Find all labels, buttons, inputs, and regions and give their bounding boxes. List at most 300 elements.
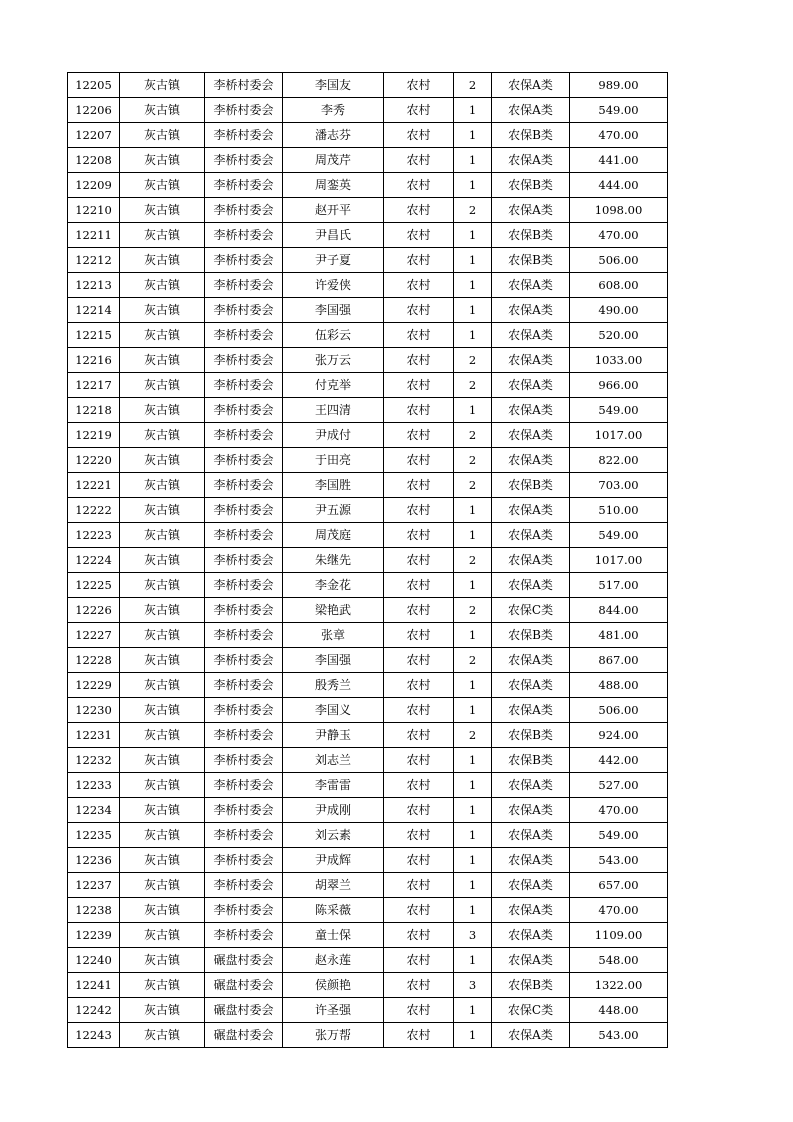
record-id-cell: 12217 bbox=[68, 373, 120, 398]
person-name-cell: 付克举 bbox=[283, 373, 384, 398]
village-committee-cell: 李桥村委会 bbox=[205, 273, 283, 298]
record-id-cell: 12211 bbox=[68, 223, 120, 248]
table-row bbox=[68, 73, 668, 98]
table-row bbox=[68, 98, 668, 123]
insurance-category-cell: 农保A类 bbox=[492, 573, 570, 598]
record-id-cell: 12213 bbox=[68, 273, 120, 298]
village-committee-cell: 李桥村委会 bbox=[205, 923, 283, 948]
household-count-cell: 1 bbox=[454, 98, 492, 123]
household-count-cell: 1 bbox=[454, 798, 492, 823]
insurance-category-cell: 农保B类 bbox=[492, 173, 570, 198]
insurance-category-cell: 农保B类 bbox=[492, 973, 570, 998]
record-id-cell: 12210 bbox=[68, 198, 120, 223]
record-id-cell: 12234 bbox=[68, 798, 120, 823]
insurance-category-cell: 农保B类 bbox=[492, 473, 570, 498]
amount-cell: 1098.00 bbox=[570, 198, 668, 223]
insurance-category-cell: 农保A类 bbox=[492, 373, 570, 398]
village-committee-cell: 李桥村委会 bbox=[205, 98, 283, 123]
household-count-cell: 1 bbox=[454, 948, 492, 973]
table-row bbox=[68, 998, 668, 1023]
insurance-category-cell: 农保A类 bbox=[492, 273, 570, 298]
person-name-cell: 周銮英 bbox=[283, 173, 384, 198]
record-id-cell: 12209 bbox=[68, 173, 120, 198]
table-row bbox=[68, 373, 668, 398]
table-row bbox=[68, 398, 668, 423]
table-row bbox=[68, 223, 668, 248]
village-committee-cell: 李桥村委会 bbox=[205, 123, 283, 148]
household-count-cell: 1 bbox=[454, 298, 492, 323]
household-count-cell: 1 bbox=[454, 398, 492, 423]
record-id-cell: 12229 bbox=[68, 673, 120, 698]
table-row bbox=[68, 798, 668, 823]
record-id-cell: 12225 bbox=[68, 573, 120, 598]
household-count-cell: 1 bbox=[454, 748, 492, 773]
township-cell: 灰古镇 bbox=[120, 248, 205, 273]
table-row bbox=[68, 523, 668, 548]
township-cell: 灰古镇 bbox=[120, 323, 205, 348]
insurance-category-cell: 农保A类 bbox=[492, 1023, 570, 1048]
amount-cell: 470.00 bbox=[570, 123, 668, 148]
township-cell: 灰古镇 bbox=[120, 973, 205, 998]
insurance-category-cell: 农保A类 bbox=[492, 823, 570, 848]
amount-cell: 867.00 bbox=[570, 648, 668, 673]
person-name-cell: 伍彩云 bbox=[283, 323, 384, 348]
record-id-cell: 12235 bbox=[68, 823, 120, 848]
village-committee-cell: 李桥村委会 bbox=[205, 473, 283, 498]
record-id-cell: 12224 bbox=[68, 548, 120, 573]
residence-type-cell: 农村 bbox=[384, 823, 454, 848]
household-count-cell: 1 bbox=[454, 998, 492, 1023]
amount-cell: 1109.00 bbox=[570, 923, 668, 948]
person-name-cell: 周茂庭 bbox=[283, 523, 384, 548]
household-count-cell: 2 bbox=[454, 73, 492, 98]
residence-type-cell: 农村 bbox=[384, 873, 454, 898]
amount-cell: 1017.00 bbox=[570, 548, 668, 573]
record-id-cell: 12215 bbox=[68, 323, 120, 348]
township-cell: 灰古镇 bbox=[120, 723, 205, 748]
amount-cell: 442.00 bbox=[570, 748, 668, 773]
household-count-cell: 2 bbox=[454, 598, 492, 623]
amount-cell: 548.00 bbox=[570, 948, 668, 973]
village-committee-cell: 李桥村委会 bbox=[205, 73, 283, 98]
table-row bbox=[68, 348, 668, 373]
residence-type-cell: 农村 bbox=[384, 673, 454, 698]
township-cell: 灰古镇 bbox=[120, 123, 205, 148]
person-name-cell: 李国强 bbox=[283, 298, 384, 323]
table-row bbox=[68, 948, 668, 973]
person-name-cell: 尹子夏 bbox=[283, 248, 384, 273]
person-name-cell: 李秀 bbox=[283, 98, 384, 123]
township-cell: 灰古镇 bbox=[120, 373, 205, 398]
village-committee-cell: 李桥村委会 bbox=[205, 798, 283, 823]
village-committee-cell: 李桥村委会 bbox=[205, 598, 283, 623]
residence-type-cell: 农村 bbox=[384, 548, 454, 573]
insurance-category-cell: 农保C类 bbox=[492, 998, 570, 1023]
amount-cell: 608.00 bbox=[570, 273, 668, 298]
record-id-cell: 12219 bbox=[68, 423, 120, 448]
village-committee-cell: 碾盘村委会 bbox=[205, 998, 283, 1023]
household-count-cell: 1 bbox=[454, 523, 492, 548]
insurance-category-cell: 农保B类 bbox=[492, 723, 570, 748]
insurance-category-cell: 农保A类 bbox=[492, 148, 570, 173]
township-cell: 灰古镇 bbox=[120, 848, 205, 873]
record-id-cell: 12216 bbox=[68, 348, 120, 373]
township-cell: 灰古镇 bbox=[120, 748, 205, 773]
household-count-cell: 1 bbox=[454, 223, 492, 248]
insurance-category-cell: 农保B类 bbox=[492, 223, 570, 248]
amount-cell: 488.00 bbox=[570, 673, 668, 698]
household-count-cell: 1 bbox=[454, 623, 492, 648]
record-id-cell: 12232 bbox=[68, 748, 120, 773]
table-row bbox=[68, 673, 668, 698]
residence-type-cell: 农村 bbox=[384, 798, 454, 823]
township-cell: 灰古镇 bbox=[120, 923, 205, 948]
person-name-cell: 童士保 bbox=[283, 923, 384, 948]
table-row bbox=[68, 623, 668, 648]
person-name-cell: 尹五源 bbox=[283, 498, 384, 523]
residence-type-cell: 农村 bbox=[384, 1023, 454, 1048]
person-name-cell: 殷秀兰 bbox=[283, 673, 384, 698]
amount-cell: 444.00 bbox=[570, 173, 668, 198]
township-cell: 灰古镇 bbox=[120, 548, 205, 573]
table-row bbox=[68, 748, 668, 773]
table-row bbox=[68, 448, 668, 473]
amount-cell: 543.00 bbox=[570, 848, 668, 873]
insurance-category-cell: 农保A类 bbox=[492, 398, 570, 423]
township-cell: 灰古镇 bbox=[120, 73, 205, 98]
village-committee-cell: 李桥村委会 bbox=[205, 323, 283, 348]
township-cell: 灰古镇 bbox=[120, 473, 205, 498]
village-committee-cell: 李桥村委会 bbox=[205, 298, 283, 323]
household-count-cell: 1 bbox=[454, 173, 492, 198]
record-id-cell: 12240 bbox=[68, 948, 120, 973]
residence-type-cell: 农村 bbox=[384, 248, 454, 273]
insurance-category-cell: 农保A类 bbox=[492, 873, 570, 898]
residence-type-cell: 农村 bbox=[384, 973, 454, 998]
village-committee-cell: 李桥村委会 bbox=[205, 673, 283, 698]
table-row bbox=[68, 923, 668, 948]
residence-type-cell: 农村 bbox=[384, 423, 454, 448]
residence-type-cell: 农村 bbox=[384, 273, 454, 298]
record-id-cell: 12222 bbox=[68, 498, 120, 523]
township-cell: 灰古镇 bbox=[120, 673, 205, 698]
insurance-category-cell: 农保B类 bbox=[492, 748, 570, 773]
residence-type-cell: 农村 bbox=[384, 948, 454, 973]
table-body bbox=[68, 73, 668, 1048]
person-name-cell: 王四清 bbox=[283, 398, 384, 423]
table-row bbox=[68, 773, 668, 798]
person-name-cell: 李国友 bbox=[283, 73, 384, 98]
amount-cell: 657.00 bbox=[570, 873, 668, 898]
person-name-cell: 于田亮 bbox=[283, 448, 384, 473]
record-id-cell: 12207 bbox=[68, 123, 120, 148]
table-row bbox=[68, 723, 668, 748]
village-committee-cell: 李桥村委会 bbox=[205, 448, 283, 473]
record-id-cell: 12220 bbox=[68, 448, 120, 473]
record-id-cell: 12238 bbox=[68, 898, 120, 923]
residence-type-cell: 农村 bbox=[384, 498, 454, 523]
insurance-category-cell: 农保B类 bbox=[492, 248, 570, 273]
residence-type-cell: 农村 bbox=[384, 898, 454, 923]
township-cell: 灰古镇 bbox=[120, 298, 205, 323]
township-cell: 灰古镇 bbox=[120, 948, 205, 973]
household-count-cell: 3 bbox=[454, 973, 492, 998]
amount-cell: 989.00 bbox=[570, 73, 668, 98]
insurance-category-cell: 农保B类 bbox=[492, 123, 570, 148]
record-id-cell: 12239 bbox=[68, 923, 120, 948]
person-name-cell: 李国强 bbox=[283, 648, 384, 673]
insurance-category-cell: 农保A类 bbox=[492, 498, 570, 523]
insurance-category-cell: 农保B类 bbox=[492, 623, 570, 648]
township-cell: 灰古镇 bbox=[120, 98, 205, 123]
record-id-cell: 12226 bbox=[68, 598, 120, 623]
person-name-cell: 刘云素 bbox=[283, 823, 384, 848]
table-row bbox=[68, 873, 668, 898]
insurance-category-cell: 农保A类 bbox=[492, 948, 570, 973]
person-name-cell: 许圣强 bbox=[283, 998, 384, 1023]
insurance-category-cell: 农保A类 bbox=[492, 923, 570, 948]
table-row bbox=[68, 648, 668, 673]
township-cell: 灰古镇 bbox=[120, 773, 205, 798]
household-count-cell: 1 bbox=[454, 148, 492, 173]
village-committee-cell: 李桥村委会 bbox=[205, 623, 283, 648]
person-name-cell: 朱继先 bbox=[283, 548, 384, 573]
person-name-cell: 梁艳武 bbox=[283, 598, 384, 623]
table-row bbox=[68, 823, 668, 848]
residence-type-cell: 农村 bbox=[384, 348, 454, 373]
household-count-cell: 1 bbox=[454, 248, 492, 273]
record-id-cell: 12223 bbox=[68, 523, 120, 548]
village-committee-cell: 李桥村委会 bbox=[205, 523, 283, 548]
record-id-cell: 12230 bbox=[68, 698, 120, 723]
amount-cell: 1322.00 bbox=[570, 973, 668, 998]
household-count-cell: 2 bbox=[454, 448, 492, 473]
amount-cell: 490.00 bbox=[570, 298, 668, 323]
person-name-cell: 尹昌氏 bbox=[283, 223, 384, 248]
village-committee-cell: 碾盘村委会 bbox=[205, 1023, 283, 1048]
person-name-cell: 胡翠兰 bbox=[283, 873, 384, 898]
table-row bbox=[68, 123, 668, 148]
person-name-cell: 尹成辉 bbox=[283, 848, 384, 873]
record-id-cell: 12227 bbox=[68, 623, 120, 648]
household-count-cell: 1 bbox=[454, 773, 492, 798]
insurance-category-cell: 农保A类 bbox=[492, 548, 570, 573]
residence-type-cell: 农村 bbox=[384, 773, 454, 798]
township-cell: 灰古镇 bbox=[120, 348, 205, 373]
village-committee-cell: 李桥村委会 bbox=[205, 648, 283, 673]
record-id-cell: 12208 bbox=[68, 148, 120, 173]
amount-cell: 441.00 bbox=[570, 148, 668, 173]
household-count-cell: 1 bbox=[454, 273, 492, 298]
insurance-category-cell: 农保A类 bbox=[492, 198, 570, 223]
village-committee-cell: 李桥村委会 bbox=[205, 248, 283, 273]
table-row bbox=[68, 698, 668, 723]
amount-cell: 1033.00 bbox=[570, 348, 668, 373]
residence-type-cell: 农村 bbox=[384, 598, 454, 623]
amount-cell: 549.00 bbox=[570, 98, 668, 123]
record-id-cell: 12231 bbox=[68, 723, 120, 748]
household-count-cell: 2 bbox=[454, 548, 492, 573]
residence-type-cell: 农村 bbox=[384, 323, 454, 348]
record-id-cell: 12243 bbox=[68, 1023, 120, 1048]
village-committee-cell: 李桥村委会 bbox=[205, 573, 283, 598]
amount-cell: 517.00 bbox=[570, 573, 668, 598]
village-committee-cell: 李桥村委会 bbox=[205, 423, 283, 448]
township-cell: 灰古镇 bbox=[120, 898, 205, 923]
household-count-cell: 2 bbox=[454, 423, 492, 448]
township-cell: 灰古镇 bbox=[120, 448, 205, 473]
amount-cell: 506.00 bbox=[570, 698, 668, 723]
village-committee-cell: 李桥村委会 bbox=[205, 198, 283, 223]
table-row bbox=[68, 598, 668, 623]
village-committee-cell: 李桥村委会 bbox=[205, 698, 283, 723]
table-row bbox=[68, 1023, 668, 1048]
village-committee-cell: 李桥村委会 bbox=[205, 848, 283, 873]
insurance-category-cell: 农保A类 bbox=[492, 423, 570, 448]
residence-type-cell: 农村 bbox=[384, 473, 454, 498]
village-committee-cell: 李桥村委会 bbox=[205, 748, 283, 773]
household-count-cell: 1 bbox=[454, 1023, 492, 1048]
township-cell: 灰古镇 bbox=[120, 798, 205, 823]
table-row bbox=[68, 423, 668, 448]
township-cell: 灰古镇 bbox=[120, 873, 205, 898]
residence-type-cell: 农村 bbox=[384, 198, 454, 223]
person-name-cell: 刘志兰 bbox=[283, 748, 384, 773]
village-committee-cell: 李桥村委会 bbox=[205, 398, 283, 423]
insurance-category-cell: 农保A类 bbox=[492, 73, 570, 98]
person-name-cell: 李金花 bbox=[283, 573, 384, 598]
amount-cell: 1017.00 bbox=[570, 423, 668, 448]
residence-type-cell: 农村 bbox=[384, 748, 454, 773]
residence-type-cell: 农村 bbox=[384, 573, 454, 598]
amount-cell: 924.00 bbox=[570, 723, 668, 748]
township-cell: 灰古镇 bbox=[120, 523, 205, 548]
township-cell: 灰古镇 bbox=[120, 823, 205, 848]
record-id-cell: 12212 bbox=[68, 248, 120, 273]
person-name-cell: 侯颜艳 bbox=[283, 973, 384, 998]
village-committee-cell: 李桥村委会 bbox=[205, 223, 283, 248]
table-row bbox=[68, 473, 668, 498]
person-name-cell: 赵开平 bbox=[283, 198, 384, 223]
household-count-cell: 1 bbox=[454, 848, 492, 873]
amount-cell: 448.00 bbox=[570, 998, 668, 1023]
amount-cell: 470.00 bbox=[570, 798, 668, 823]
household-count-cell: 2 bbox=[454, 348, 492, 373]
village-committee-cell: 李桥村委会 bbox=[205, 148, 283, 173]
township-cell: 灰古镇 bbox=[120, 498, 205, 523]
residence-type-cell: 农村 bbox=[384, 223, 454, 248]
table-row bbox=[68, 273, 668, 298]
amount-cell: 549.00 bbox=[570, 823, 668, 848]
person-name-cell: 尹静玉 bbox=[283, 723, 384, 748]
insurance-category-cell: 农保A类 bbox=[492, 698, 570, 723]
household-count-cell: 1 bbox=[454, 898, 492, 923]
household-count-cell: 2 bbox=[454, 373, 492, 398]
table-row bbox=[68, 573, 668, 598]
person-name-cell: 周茂芹 bbox=[283, 148, 384, 173]
person-name-cell: 张万云 bbox=[283, 348, 384, 373]
table-row bbox=[68, 198, 668, 223]
amount-cell: 506.00 bbox=[570, 248, 668, 273]
township-cell: 灰古镇 bbox=[120, 423, 205, 448]
record-id-cell: 12221 bbox=[68, 473, 120, 498]
residence-type-cell: 农村 bbox=[384, 173, 454, 198]
amount-cell: 549.00 bbox=[570, 523, 668, 548]
person-name-cell: 李雷雷 bbox=[283, 773, 384, 798]
table-row bbox=[68, 548, 668, 573]
village-committee-cell: 李桥村委会 bbox=[205, 498, 283, 523]
village-committee-cell: 碾盘村委会 bbox=[205, 973, 283, 998]
record-id-cell: 12233 bbox=[68, 773, 120, 798]
table-row bbox=[68, 173, 668, 198]
insurance-category-cell: 农保A类 bbox=[492, 348, 570, 373]
person-name-cell: 潘志芬 bbox=[283, 123, 384, 148]
insurance-category-cell: 农保A类 bbox=[492, 448, 570, 473]
township-cell: 灰古镇 bbox=[120, 173, 205, 198]
residence-type-cell: 农村 bbox=[384, 123, 454, 148]
household-count-cell: 3 bbox=[454, 923, 492, 948]
amount-cell: 470.00 bbox=[570, 898, 668, 923]
amount-cell: 549.00 bbox=[570, 398, 668, 423]
record-id-cell: 12236 bbox=[68, 848, 120, 873]
insurance-category-cell: 农保A类 bbox=[492, 848, 570, 873]
village-committee-cell: 碾盘村委会 bbox=[205, 948, 283, 973]
township-cell: 灰古镇 bbox=[120, 698, 205, 723]
table-row bbox=[68, 973, 668, 998]
village-committee-cell: 李桥村委会 bbox=[205, 348, 283, 373]
household-count-cell: 1 bbox=[454, 823, 492, 848]
person-name-cell: 许爱侠 bbox=[283, 273, 384, 298]
village-committee-cell: 李桥村委会 bbox=[205, 898, 283, 923]
township-cell: 灰古镇 bbox=[120, 648, 205, 673]
household-count-cell: 1 bbox=[454, 698, 492, 723]
amount-cell: 543.00 bbox=[570, 1023, 668, 1048]
insurance-category-cell: 农保A类 bbox=[492, 98, 570, 123]
household-count-cell: 2 bbox=[454, 198, 492, 223]
residence-type-cell: 农村 bbox=[384, 623, 454, 648]
amount-cell: 510.00 bbox=[570, 498, 668, 523]
township-cell: 灰古镇 bbox=[120, 198, 205, 223]
record-id-cell: 12218 bbox=[68, 398, 120, 423]
table-row bbox=[68, 848, 668, 873]
household-count-cell: 1 bbox=[454, 873, 492, 898]
residence-type-cell: 农村 bbox=[384, 998, 454, 1023]
village-committee-cell: 李桥村委会 bbox=[205, 873, 283, 898]
township-cell: 灰古镇 bbox=[120, 623, 205, 648]
village-committee-cell: 李桥村委会 bbox=[205, 773, 283, 798]
table-row bbox=[68, 323, 668, 348]
record-id-cell: 12206 bbox=[68, 98, 120, 123]
amount-cell: 844.00 bbox=[570, 598, 668, 623]
person-name-cell: 李国胜 bbox=[283, 473, 384, 498]
residence-type-cell: 农村 bbox=[384, 523, 454, 548]
household-count-cell: 1 bbox=[454, 123, 492, 148]
residence-type-cell: 农村 bbox=[384, 698, 454, 723]
record-id-cell: 12205 bbox=[68, 73, 120, 98]
amount-cell: 822.00 bbox=[570, 448, 668, 473]
person-name-cell: 张万帮 bbox=[283, 1023, 384, 1048]
village-committee-cell: 李桥村委会 bbox=[205, 823, 283, 848]
record-id-cell: 12228 bbox=[68, 648, 120, 673]
township-cell: 灰古镇 bbox=[120, 223, 205, 248]
record-id-cell: 12241 bbox=[68, 973, 120, 998]
residence-type-cell: 农村 bbox=[384, 298, 454, 323]
amount-cell: 703.00 bbox=[570, 473, 668, 498]
insurance-category-cell: 农保A类 bbox=[492, 898, 570, 923]
township-cell: 灰古镇 bbox=[120, 398, 205, 423]
person-name-cell: 尹成付 bbox=[283, 423, 384, 448]
record-id-cell: 12242 bbox=[68, 998, 120, 1023]
